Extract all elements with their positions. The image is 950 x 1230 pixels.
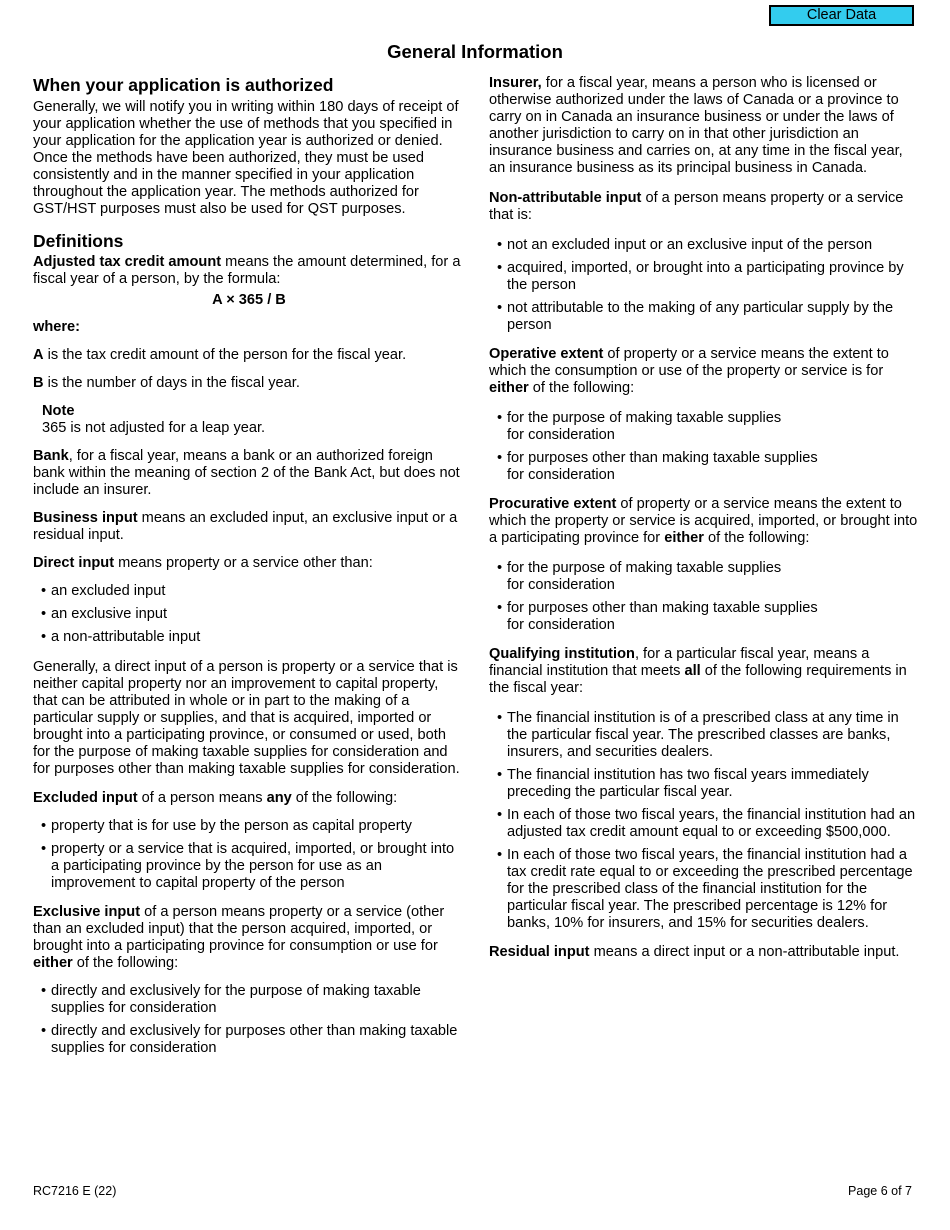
item-line: for consideration [507, 577, 615, 593]
list-item [489, 600, 921, 634]
b-term: B [33, 375, 44, 391]
a-term: A [33, 347, 44, 363]
list-item: • directly and exclusively for the purpose of making taxable supplies for consideration [33, 983, 465, 1017]
non-attributable-term: Non-attributable input [489, 190, 642, 206]
note-text: 365 is not adjusted for a leap year. [42, 420, 266, 436]
item-line: for purposes other than making taxable supplies [507, 600, 818, 616]
operative-extent-list [489, 410, 921, 484]
procurative-term: Procurative extent [489, 496, 617, 512]
item-line: for purposes other than making taxable supplies [507, 450, 818, 466]
exclusive-input-definition [33, 904, 465, 972]
list-item: • In each of those two fiscal years, the financial institution had a tax credit rate equal to or exceeding the prescribed percentage for the prescribed class of the financial institution for the particular fiscal year. The prescribed percentage is 12% for banks, 10% for insurers, and 15% for securities dealers. [489, 847, 921, 932]
list-item: • directly and exclusively for purposes other than making taxable supplies for consideration [33, 1023, 465, 1057]
authorized-text: Generally, we will notify you in writing within 180 days of receipt of your application whether the use of methods that you specified in your application for the application year is authorized or denied. Once the methods have been authorized, they must be used consistently and in the manner specified in your application throughout the application year. The methods authorized for GST/HST purposes must also be used for QST purposes. [33, 99, 459, 217]
exclusive-input-list [33, 983, 465, 1057]
note-title: Note [42, 403, 75, 419]
b-text: is the number of days in the fiscal year. [43, 375, 300, 391]
insurer-text: for a fiscal year, means a person who is licensed or otherwise authorized under the laws of Canada or a province to carry on in Canada an insurance business or under the laws of another jurisdiction to carry on in that other jurisdiction an insurance business and carries on, at any time in the fiscal year, an insurance business as its principal business in Canada. [489, 75, 903, 176]
bank-term: Bank [33, 448, 69, 464]
excluded-input-term: Excluded input [33, 790, 138, 806]
business-input-definition [33, 510, 465, 544]
list-item: • a non-attributable input [33, 629, 465, 646]
adjusted-term: Adjusted tax credit amount [33, 254, 222, 270]
operative-extent-definition [489, 346, 921, 397]
qualifying-emph: all [684, 663, 701, 679]
non-attributable-definition [489, 190, 921, 224]
procurative-extent-definition [489, 496, 921, 547]
page-title: General Information [387, 41, 563, 62]
qualifying-text-b: of the following requirements in the fiscal year: [489, 663, 907, 696]
bank-definition [33, 448, 465, 499]
qualifying-institution-list [489, 710, 921, 932]
list-item: • an excluded input [33, 583, 465, 600]
definitions-heading: Definitions [33, 231, 124, 251]
a-definition [33, 347, 465, 364]
residual-text: means a direct input or a non-attributable input. [589, 944, 900, 960]
excluded-text-a: of a person means [137, 790, 267, 806]
operative-term: Operative extent [489, 346, 604, 362]
list-item: • an exclusive input [33, 606, 465, 623]
excluded-text-b: of the following: [291, 790, 398, 806]
qualifying-text-a: , for a particular fiscal year, means a financial institution that meets [489, 646, 870, 679]
exclusive-text-a: of a person means property or a service (other than an excluded input) that the person acquired, imported, or brought into a participating province for consumption or use for [33, 904, 445, 954]
residual-term: Residual input [489, 944, 590, 960]
right-column [489, 75, 921, 972]
direct-input-text: means property or a service other than: [114, 555, 373, 571]
direct-input-definition [33, 555, 465, 572]
exclusive-input-term: Exclusive input [33, 904, 141, 920]
list-item: • acquired, imported, or brought into a participating province by the person [489, 260, 921, 294]
excluded-emph: any [266, 790, 292, 806]
qualifying-term: Qualifying institution [489, 646, 635, 662]
direct-input-paragraph: Generally, a direct input of a person is property or a service that is neither capital property nor an improvement to capital property, that can be attributed in whole or in part to the making of a particular supply or supplies, and that is acquired, imported or brought into a participating province, or consumed or used, both for the purpose of making taxable supplies for consideration and for purposes other than making taxable supplies for consideration. [33, 659, 460, 777]
form-id: RC7216 E (22) [33, 1184, 117, 1198]
insurer-term: Insurer, [489, 75, 542, 91]
operative-emph: either [489, 380, 529, 396]
adjusted-tax-credit-definition [33, 254, 465, 288]
non-attributable-list [489, 237, 921, 334]
item-line: for consideration [507, 427, 615, 443]
list-item [489, 560, 921, 594]
list-item [489, 410, 921, 444]
page-number: Page 6 of 7 [848, 1184, 912, 1198]
excluded-input-list [33, 818, 465, 892]
item-line: for the purpose of making taxable supplies [507, 410, 782, 426]
clear-data-button[interactable]: Clear Data [769, 5, 914, 26]
b-definition [33, 375, 465, 392]
excluded-input-definition [33, 790, 465, 807]
direct-input-term: Direct input [33, 555, 115, 571]
item-line: for consideration [507, 617, 615, 633]
adjusted-text: means the amount determined, for a fiscal year of a person, by the formula: [33, 254, 461, 287]
operative-text-b: of the following: [528, 380, 635, 396]
list-item: • property that is for use by the person as capital property [33, 818, 465, 835]
list-item: • not attributable to the making of any particular supply by the person [489, 300, 921, 334]
exclusive-text-b: of the following: [72, 955, 179, 971]
insurer-definition [489, 75, 921, 177]
list-item [489, 450, 921, 484]
procurative-text-b: of the following: [703, 530, 810, 546]
operative-text-a: of property or a service means the extent to which the consumption or use of the property or service is for [489, 346, 889, 379]
left-column [33, 75, 465, 1069]
list-item: • property or a service that is acquired, imported, or brought into a participating province by the person for use as an improvement to capital property of the person [33, 841, 465, 892]
authorized-heading: When your application is authorized [33, 75, 334, 95]
business-input-text: means an excluded input, an exclusive input or a residual input. [33, 510, 458, 543]
business-input-term: Business input [33, 510, 138, 526]
note [33, 403, 465, 437]
list-item: • The financial institution is of a prescribed class at any time in the particular fiscal year. The prescribed classes are banks, insurers, and securities dealers. [489, 710, 921, 761]
item-line: for the purpose of making taxable supplies [507, 560, 782, 576]
formula: A × 365 / B [212, 292, 286, 308]
list-item: • not an excluded input or an exclusive input of the person [489, 237, 921, 254]
procurative-text-a: of property or a service means the extent to which the property or service is acquired, imported, or brought into a participating province for [489, 496, 918, 546]
direct-input-list [33, 583, 465, 646]
bank-text: , for a fiscal year, means a bank or an authorized foreign bank within the meaning of section 2 of the Bank Act, but does not include an insurer. [33, 448, 460, 498]
residual-input-definition [489, 944, 921, 961]
qualifying-institution-definition [489, 646, 921, 697]
exclusive-emph: either [33, 955, 73, 971]
non-attributable-text: of a person means property or a service that is: [489, 190, 904, 223]
procurative-extent-list [489, 560, 921, 634]
a-text: is the tax credit amount of the person for the fiscal year. [43, 347, 407, 363]
procurative-emph: either [664, 530, 704, 546]
item-line: for consideration [507, 467, 615, 483]
where-label: where: [33, 319, 81, 335]
list-item: • In each of those two fiscal years, the financial institution had an adjusted tax credit amount equal to or exceeding $500,000. [489, 807, 921, 841]
list-item: • The financial institution has two fiscal years immediately preceding the particular fiscal year. [489, 767, 921, 801]
